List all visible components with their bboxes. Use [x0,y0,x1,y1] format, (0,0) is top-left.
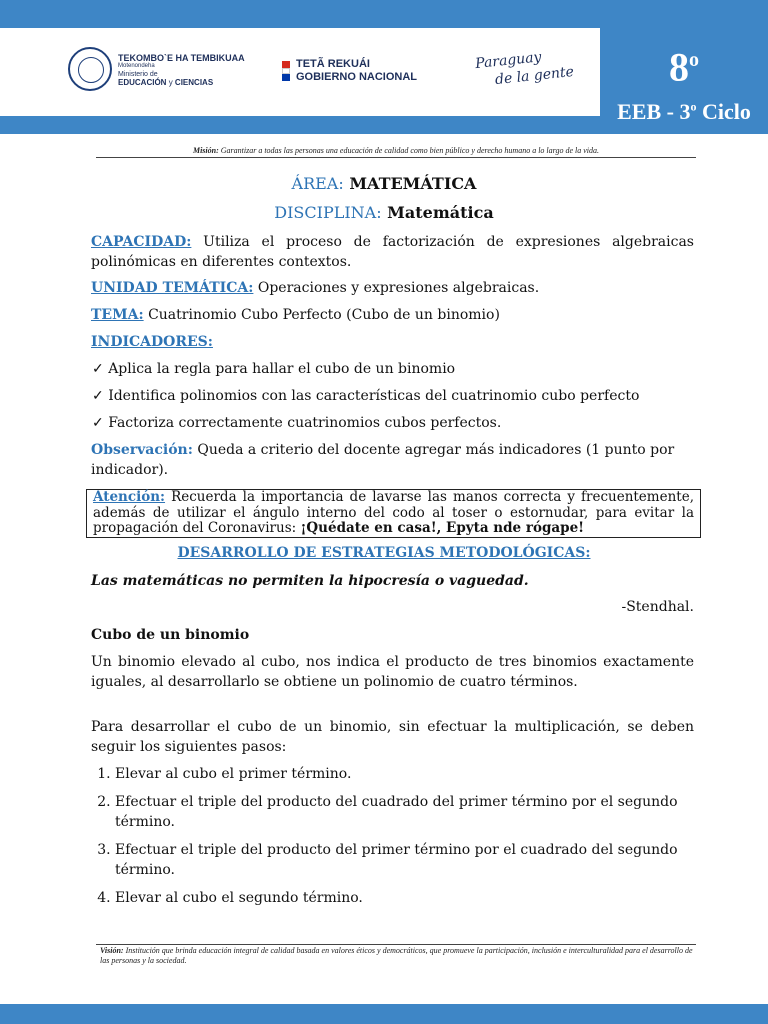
mission-statement: Misión: Garantizar a todas las personas una educación de calidad como bien público y derecho humano a lo largo de la vida. [192,146,600,155]
area-heading: ÁREA: MATEMÁTICA [291,174,477,193]
strategies-heading: DESARROLLO DE ESTRATEGIAS METODOLÓGICAS: [177,545,591,561]
grade-number: 8$^o$ [669,44,699,90]
thematic-unit: UNIDAD TEMÁTICA: Operaciones y expresiones algebraicas. [91,280,540,296]
government-logo [296,58,417,84]
discipline-heading: DISCIPLINA: Matemática [274,203,494,222]
section-paragraph: Un binomio elevado al cubo, nos indica el producto de tres binomios exactamente iguales, al desarrollarlo se obtiene un polinomio de cuatro términos. [91,654,694,690]
quote-author: -Stendhal. [621,599,694,615]
ministry-seal-icon [68,47,112,91]
footer-bar [0,1004,768,1024]
ministry-prefix: Ministerio de [118,71,158,78]
indicator-item: ✓ Factoriza correctamente cuatrinomios cubos perfectos. [92,415,502,431]
header-top-bar [0,0,768,28]
indicator-item: ✓ Identifica polinomios con las características del cuatrinomio cubo perfecto [92,388,640,404]
grade-badge [600,28,768,134]
grade-cycle: EEB - 3$^o$ Ciclo [617,99,751,125]
paraguay-de-la-gente-logo: Paraguay de la gente [474,49,575,89]
paraguay-flag-icon [282,61,290,81]
list-item: 4. Elevar al cubo el segundo término. [115,888,694,908]
list-item: 3. Efectuar el triple del producto del primer término por el cuadrado del segundo término. [115,840,694,880]
observation: Observación: Queda a criterio del docente agregar más indicadores (1 punto por indicador). [91,442,675,478]
divider [96,944,696,945]
attention-box: Atención: Recuerda la importancia de lavarse las manos correcta y frecuentemente, además de utilizar el ángulo interno del codo al toser o estornudar, para evitar la propagación del Coronavirus: ¡Quédate en casa!, Epyta nde rógape! [86,489,701,538]
check-icon: ✓ [92,415,104,431]
list-item: 1. Elevar al cubo el primer término. [115,764,694,784]
quote-text: Las matemáticas no permiten la hipocresía o vaguedad. [91,573,529,589]
ministry-name-guarani: TEKOMBO`E HA TEMBIKUAA [118,53,245,63]
capacity-paragraph: CAPACIDAD: Utiliza el proceso de factorización de expresiones algebraicas polinómicas en diferentes contextos. [91,234,694,270]
check-icon: ✓ [92,361,104,377]
gov-line-spanish: GOBIERNO NACIONAL [296,71,417,83]
indicators-heading: INDICADORES: [91,334,213,350]
section-title: Cubo de un binomio [91,627,250,643]
gov-line-guarani: TETÃ REKUÁI [296,58,370,70]
ministry-subtitle: Motenondeha [118,63,155,69]
list-item: 2. Efectuar el triple del producto del cuadrado del primer término por el segundo término. [115,792,694,832]
topic: TEMA: Cuatrinomio Cubo Perfecto (Cubo de un binomio) [91,307,500,323]
vision-statement: Visión: Institución que brinda educación integral de calidad basada en valores éticos y democráticos, que promueve la participación, inclusión e interculturalidad para el desarrollo de las personas y la sociedad. [100,946,693,965]
check-icon: ✓ [92,388,104,404]
section-paragraph: Para desarrollar el cubo de un binomio, sin efectuar la multiplicación, se deben seguir los siguientes pasos: [91,719,694,755]
ministry-logo [118,53,245,87]
indicator-item: ✓ Aplica la regla para hallar el cubo de un binomio [92,361,456,377]
steps-list [91,764,694,916]
divider [96,157,696,158]
ministry-name: EDUCACIÓN y CIENCIAS [118,78,214,87]
